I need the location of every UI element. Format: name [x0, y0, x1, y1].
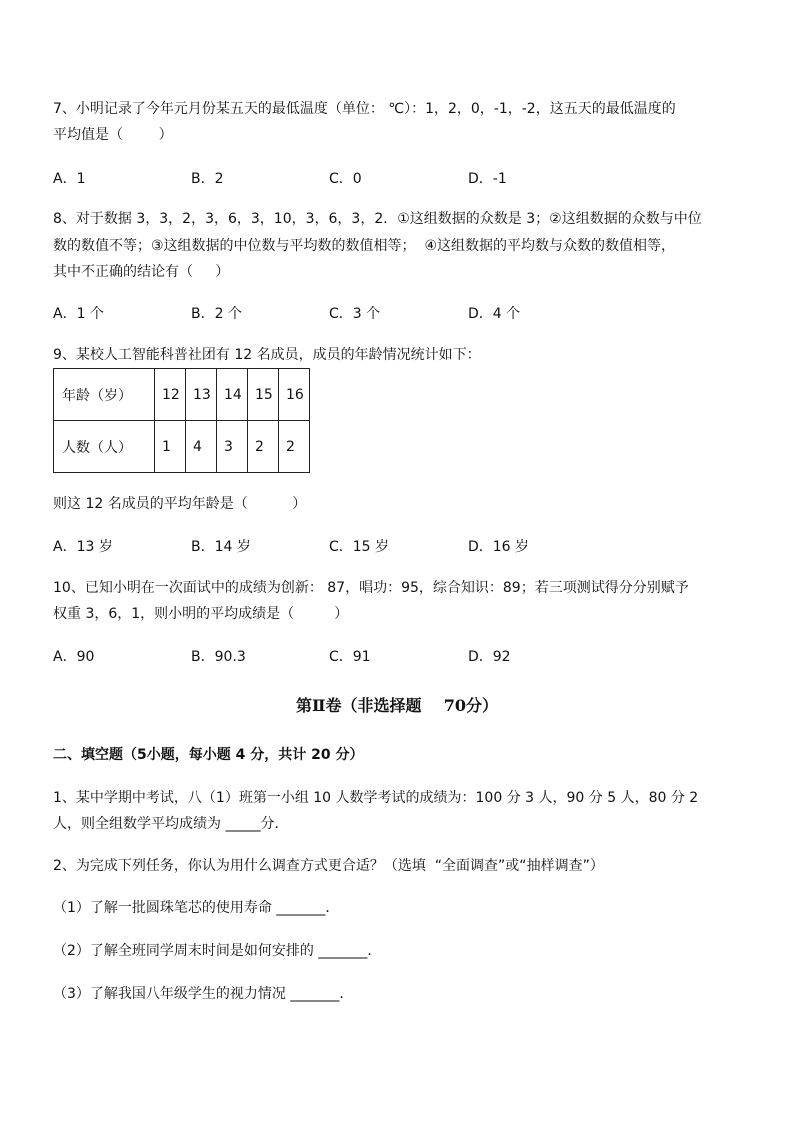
q7-stem-line2: 平均值是（ ） [53, 127, 173, 143]
table-cell-age: 12 [155, 369, 186, 421]
q7-option-d: D．-1 [468, 171, 507, 187]
q7-stem-line1: 7、小明记录了今年元月份某五天的最低温度（单位： ℃）：1，2，0，-1，-2，这五天的最低温度的 [53, 101, 676, 117]
table-row-count [54, 421, 310, 473]
q9-stem-line2: 则这 12 名成员的平均年龄是（ ） [53, 496, 307, 512]
table-cell-count: 1 [155, 421, 186, 473]
table-cell-age: 13 [186, 369, 217, 421]
q9-stem-line1: 9、某校人工智能科普社团有 12 名成员，成员的年龄情况统计如下： [53, 347, 481, 363]
q8-option-b: B．2 个 [191, 306, 242, 322]
f1-stem-line2: 人，则全组数学平均成绩为 _____分． [53, 816, 289, 832]
f2-subquestion-3: （3）了解我国八年级学生的视力情况 _______． [53, 986, 354, 1002]
q9-option-a: A．13 岁 [53, 539, 113, 555]
q8-option-a: A．1 个 [53, 306, 104, 322]
age-table [53, 368, 310, 473]
q9-option-d: D．16 岁 [468, 539, 530, 555]
q8-option-d: D．4 个 [468, 306, 521, 322]
q10-option-d: D．92 [468, 649, 511, 665]
table-header-age: 年龄（岁） [54, 369, 155, 421]
q10-option-c: C．91 [329, 649, 371, 665]
table-cell-age: 15 [248, 369, 279, 421]
q10-stem-line2: 权重 3，6，1，则小明的平均成绩是（ ） [53, 606, 349, 622]
section-title: 第Ⅱ卷（非选择题 70分） [295, 696, 499, 715]
table-cell-age: 16 [279, 369, 310, 421]
table-row-age [54, 369, 310, 421]
q7-option-a: A．1 [53, 171, 86, 187]
section-subheading: 二、填空题（5小题，每小题 4 分，共计 20 分） [53, 747, 364, 763]
q8-option-c: C．3 个 [329, 306, 381, 322]
table-header-count: 人数（人） [54, 421, 155, 473]
table-cell-age: 14 [217, 369, 248, 421]
f2-stem-line1: 2、为完成下列任务，你认为用什么调查方式更合适？（选填 “全面调查”或“抽样调查”） [53, 858, 604, 874]
table-cell-count: 2 [279, 421, 310, 473]
f2-subquestion-1: （1）了解一批圆珠笔芯的使用寿命 _______． [53, 900, 340, 916]
q10-stem-line1: 10、已知小明在一次面试中的成绩为创新： 87，唱功：95，综合知识：89；若三项测试得分分别赋予 [53, 580, 689, 596]
q8-stem-line3: 其中不正确的结论有（ ） [53, 264, 230, 280]
table-cell-count: 3 [217, 421, 248, 473]
q8-stem-line1: 8、对于数据 3，3，2，3，6，3，10，3，6，3，2．①这组数据的众数是 3；②这组数据的众数与中位 [53, 211, 702, 227]
q10-option-b: B．90.3 [191, 649, 246, 665]
q9-option-c: C．15 岁 [329, 539, 390, 555]
q9-option-b: B．14 岁 [191, 539, 251, 555]
q7-option-b: B．2 [191, 171, 224, 187]
q8-stem-line2: 数的数值不等；③这组数据的中位数与平均数的数值相等； ④这组数据的平均数与众数的数值相等， [53, 238, 675, 254]
table-cell-count: 2 [248, 421, 279, 473]
q10-option-a: A．90 [53, 649, 95, 665]
f2-subquestion-2: （2）了解全班同学周末时间是如何安排的 _______． [53, 943, 382, 959]
table-cell-count: 4 [186, 421, 217, 473]
q7-option-c: C．0 [329, 171, 362, 187]
f1-stem-line1: 1、某中学期中考试，八（1）班第一小组 10 人数学考试的成绩为：100 分 3 人，90 分 5 人，80 分 2 [53, 790, 699, 806]
